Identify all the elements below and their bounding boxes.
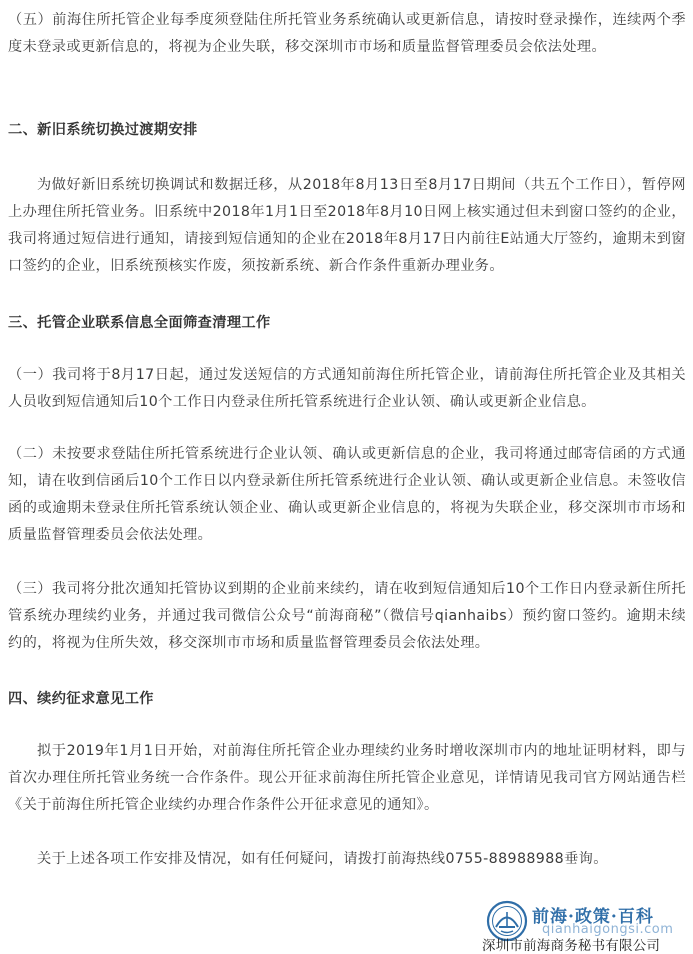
paragraph-contact-hotline: 关于上述各项工作安排及情况，如有任何疑问，请拨打前海热线0755-88988988垂询。 bbox=[37, 851, 608, 867]
paragraph-item-two: （二）未按要求登陆住所托管系统进行企业认领、确认或更新信息的企业，我司将通过邮寄信函的方式通知，请在收到信函后10个工作日以内登录新住所托管系统进行企业认领、确认或更新企业信息。未签收信函的或逾期未登录住所托管系统认领企业、确认或更新企业信息的，将视为失联企业，移交深圳市市场和质量监督管理委员会依法处理。 bbox=[8, 446, 686, 543]
paragraph-renewal-consultation: 拟于2019年1月1日开始，对前海住所托管企业办理续约业务时增收深圳市内的地址证明材料，即与首次办理住所托管业务统一合作条件。现公开征求前海住所托管企业意见，详情请见我司官方网站通告栏《关于前海住所托管企业续约办理合作条件公开征求意见的通知》。 bbox=[8, 743, 686, 813]
watermark-company: 深圳市前海商务秘书有限公司 bbox=[482, 938, 661, 954]
paragraph-item-one: （一）我司将于8月17日起，通过发送短信的方式通知前海住所托管企业，请前海住所托管企业及其相关人员收到短信通知后10个工作日内登录住所托管系统进行企业认领、确认或更新企业信息。 bbox=[8, 367, 686, 410]
section-heading-3: 三、托管企业联系信息全面筛查清理工作 bbox=[8, 315, 271, 331]
watermark-url: qianhaigongsi.com bbox=[542, 922, 674, 937]
watermark bbox=[480, 898, 690, 954]
paragraph-item-five: （五）前海住所托管企业每季度须登陆住所托管业务系统确认或更新信息，请按时登录操作，连续两个季度未登录或更新信息的，将视为企业失联，移交深圳市市场和质量监督管理委员会依法处理。 bbox=[8, 12, 686, 55]
section-heading-4: 四、续约征求意见工作 bbox=[8, 691, 154, 707]
paragraph-transition-schedule: 为做好新旧系统切换调试和数据迁移，从2018年8月13日至8月17日期间（共五个工作日），暂停网上办理住所托管业务。旧系统中2018年1月1日至2018年8月10日网上核实通过但未到窗口签约的企业，我司将通过短信进行通知，请接到短信通知的企业在2018年8月17日内前往E站通大厅签约，逾期未到窗口签约的企业，旧系统预核实作废，须按新系统、新合作条件重新办理业务。 bbox=[8, 177, 686, 274]
section-heading-2: 二、新旧系统切换过渡期安排 bbox=[8, 122, 198, 138]
paragraph-item-three: （三）我司将分批次通知托管协议到期的企业前来续约，请在收到短信通知后10个工作日内登录新住所托管系统办理续约业务，并通过我司微信公众号“前海商秘”（微信号qianhaibs）预约窗口签约。逾期未续约的，将视为住所失效，移交深圳市市场和质量监督管理委员会依法处理。 bbox=[8, 581, 686, 651]
watermark-title: 前海·政策·百科 bbox=[532, 907, 654, 927]
